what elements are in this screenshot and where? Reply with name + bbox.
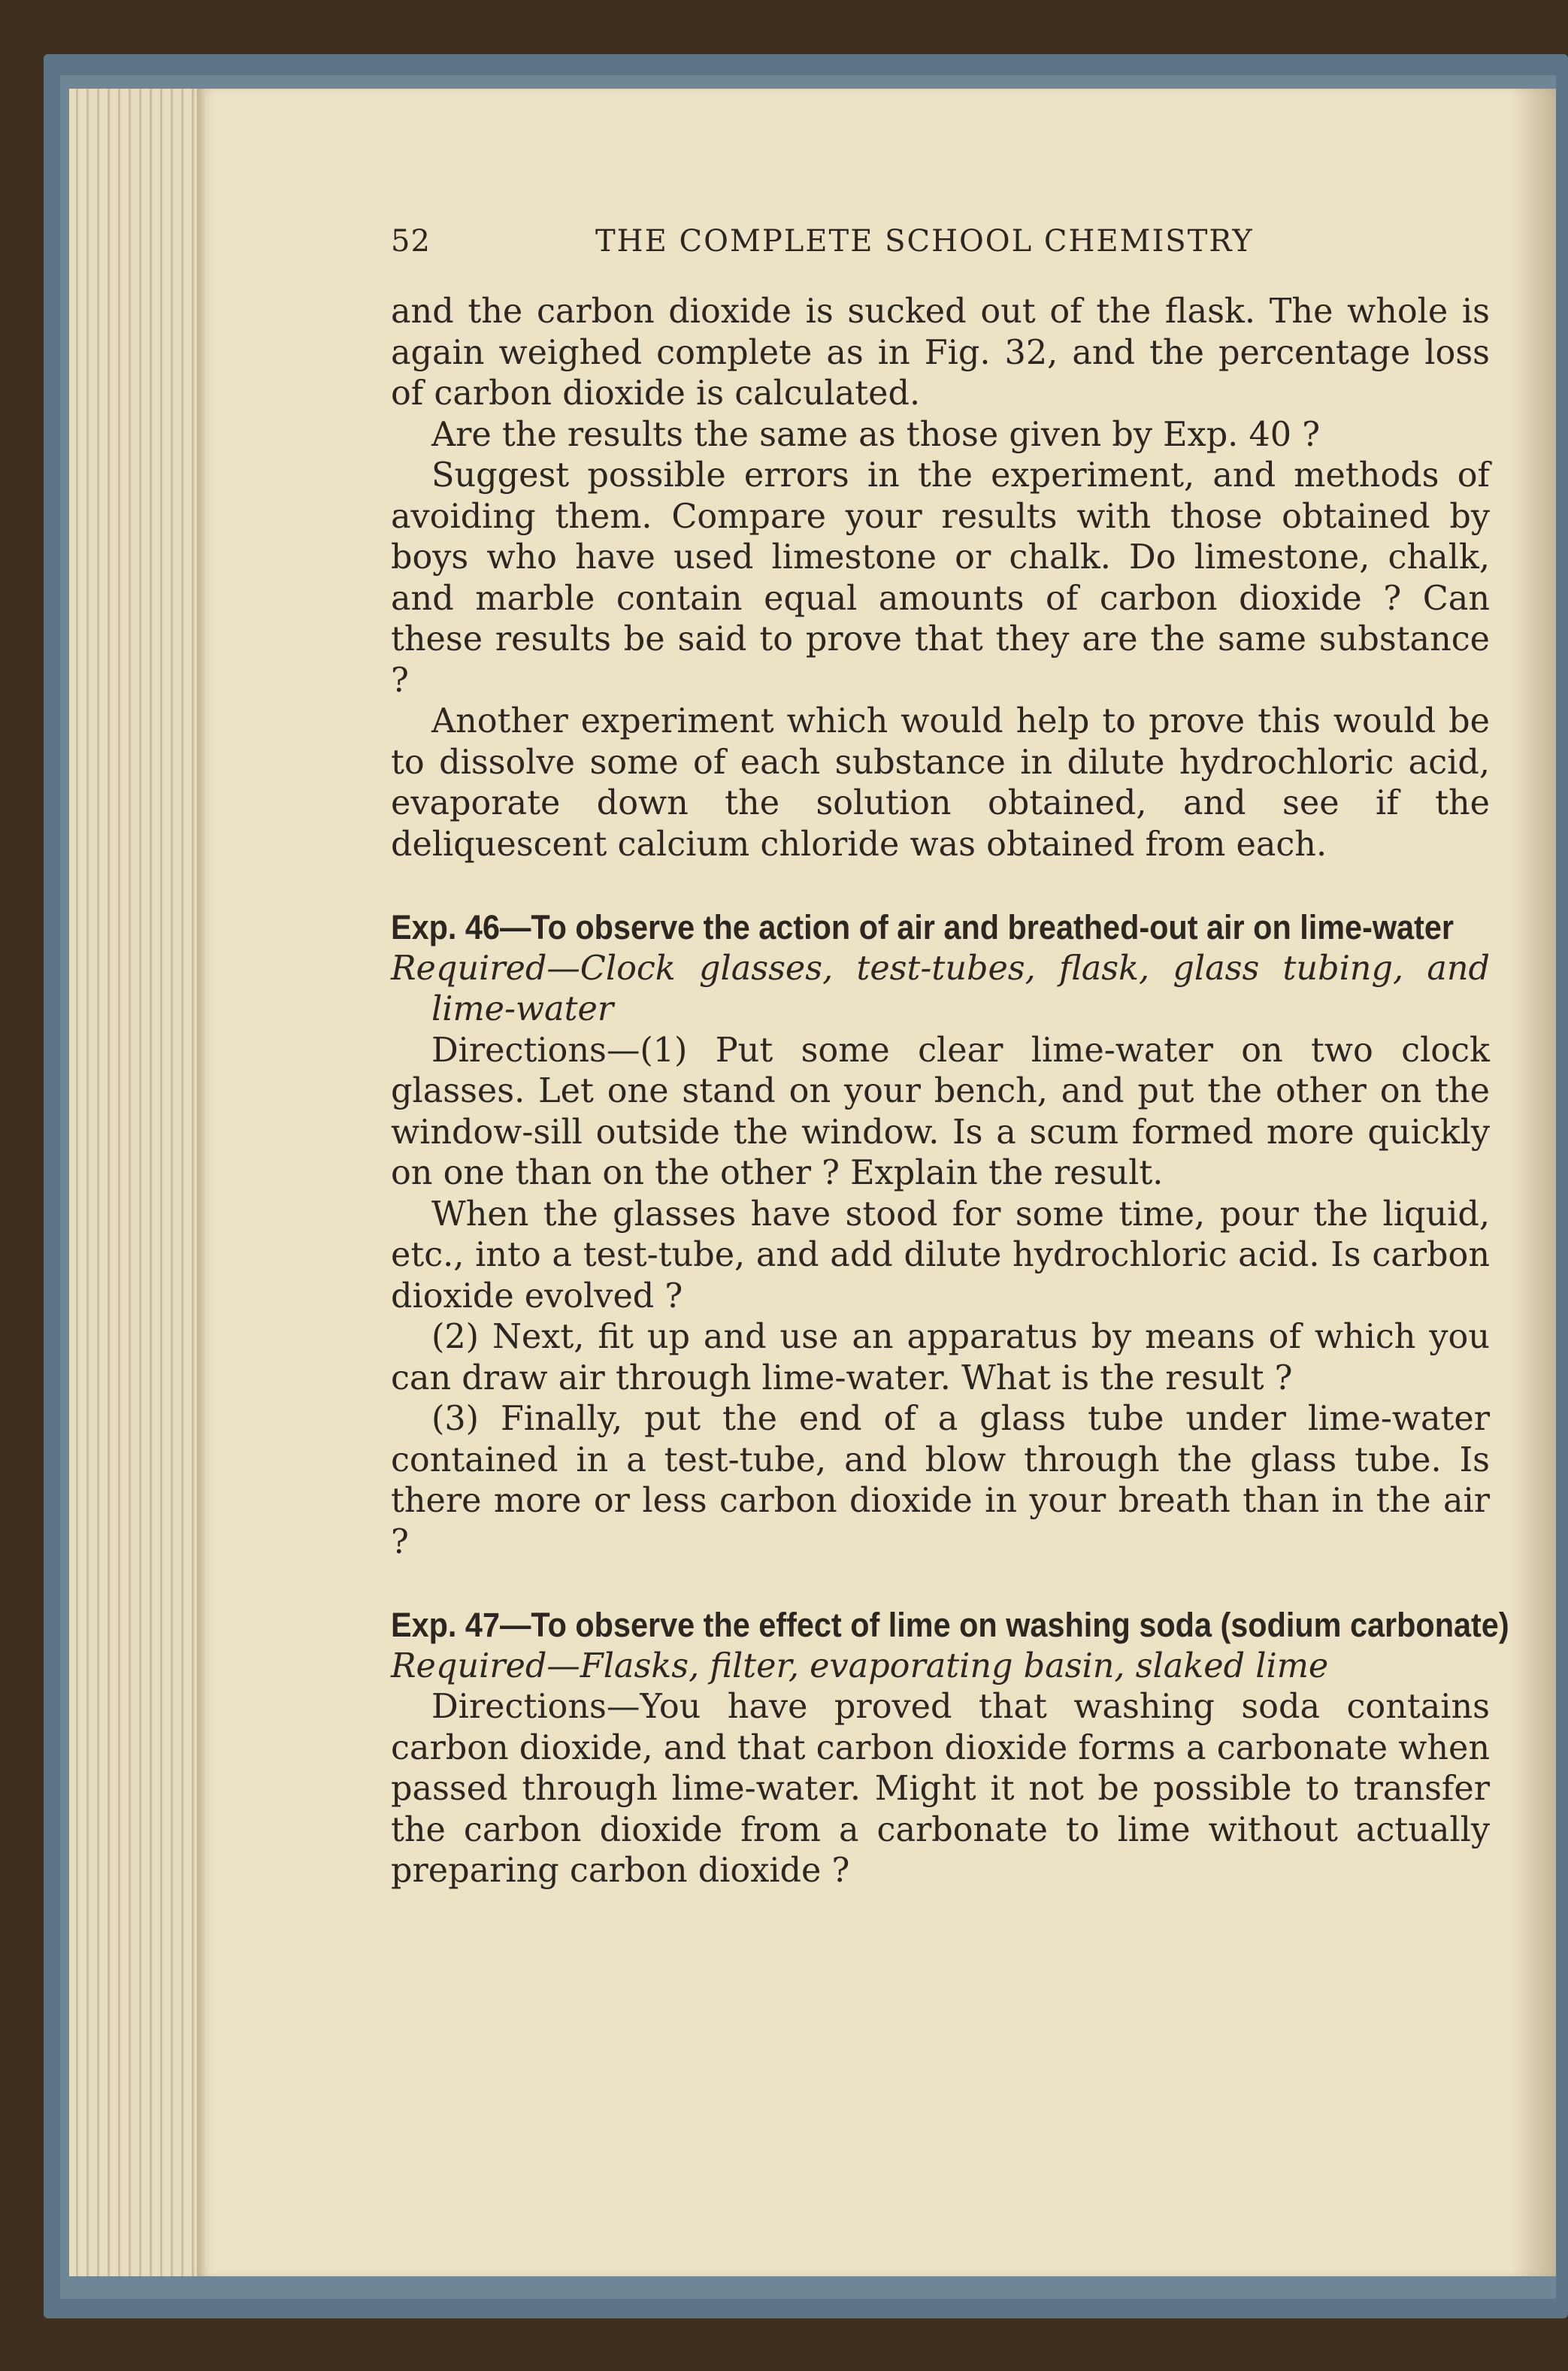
paragraph-another-experiment: Another experiment which would help to prove this would be to dissolve some of each substance in dilute hydrochloric acid, evaporate down the solution obtained, and see if the deliquescent calcium chloride was obtained from each. [391,702,1490,864]
exp47-directions: Directions—You have proved that washing soda contains carbon dioxide, and that carbon dioxide forms a carbonate when passed through lime-water. Might it not be possible to transfer the carbon dioxide from a carbonate to lime without actually preparing carbon dioxide ? [391,1688,1490,1890]
running-head: THE COMPLETE SCHOOL CHEMISTRY [595,224,1254,259]
paragraph-continuation: and the carbon dioxide is sucked out of the flask. The whole is again weighed complete as in Fig. 32, and the percentage loss of carbon dioxide is calculated. [391,292,1490,413]
exp46-required: Required—Clock glasses, test-tubes, flask, glass tubing, and lime-water [391,949,1490,1028]
page-gutter-shadow [1511,89,1556,2276]
paragraph-question: Are the results the same as those given by Exp. 40 ? [431,415,1321,454]
exp46-paragraph-3: (2) Next, fit up and use an apparatus by means of which you can draw air through lime-water. What is the result ? [391,1318,1490,1397]
exp46-directions: Directions—(1) Put some clear lime-water on two clock glasses. Let one stand on your bench, and put the other on the window-sill outside the window. Is a scum formed more quickly on one than on the other ? Explain the result. [391,1031,1490,1192]
paragraph-errors: Suggest possible errors in the experiment, and methods of avoiding them. Compare your results with those obtained by boys who have used limestone or chalk. Do limestone, chalk, and marble contain equal amounts of carbon dioxide ? Can these results be said to prove that they are the same substance ? [391,456,1490,700]
exp46-heading: Exp. 46—To observe the action of air and breathed-out air on lime-water [391,908,1454,946]
page-number: 52 [391,224,431,259]
page-header [391,224,1490,269]
exp46-paragraph-2: When the glasses have stood for some time, pour the liquid, etc., into a test-tube, and add dilute hydrochloric acid. Is carbon dioxide evolved ? [391,1195,1490,1316]
page-edges [69,89,197,2276]
page-content [391,224,1509,1892]
exp47-required: Required—Flasks, filter, evaporating basin, slaked lime [391,1646,1329,1685]
exp47-heading: Exp. 47—To observe the effect of lime on washing soda (sodium carbonate) [391,1606,1509,1644]
exp46-paragraph-4: (3) Finally, put the end of a glass tube under lime-water contained in a test-tube, and blow through the glass tube. Is there more or less carbon dioxide in your breath than in the air ? [391,1400,1490,1561]
